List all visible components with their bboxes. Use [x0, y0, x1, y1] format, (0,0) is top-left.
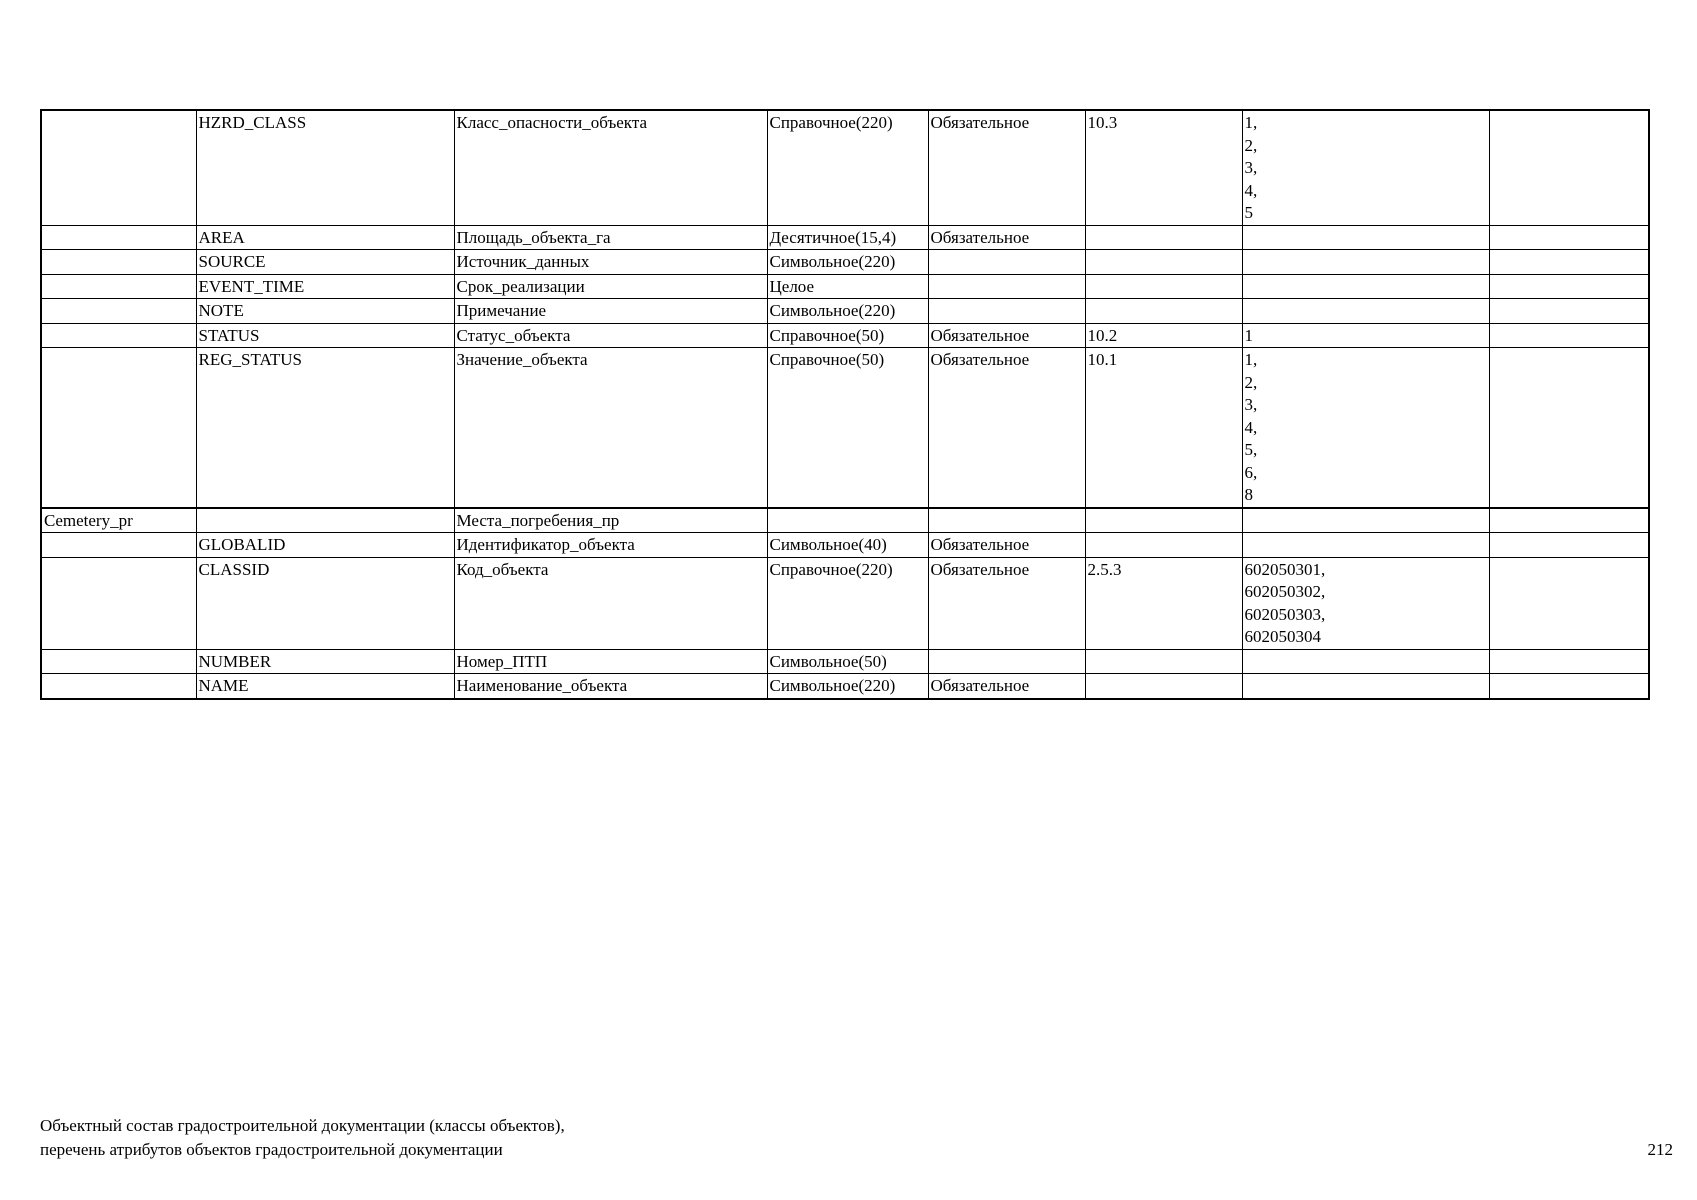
reference-cell — [1085, 508, 1242, 533]
class-name-cell — [41, 110, 196, 225]
alias-cell: Идентификатор_объекта — [454, 533, 767, 558]
allowed-values-cell — [1242, 533, 1489, 558]
class-name-cell — [41, 274, 196, 299]
alias-cell: Источник_данных — [454, 250, 767, 275]
allowed-values-cell — [1242, 674, 1489, 699]
extra-cell — [1489, 250, 1649, 275]
class-name-cell — [41, 533, 196, 558]
allowed-value: 1 — [1244, 325, 1253, 345]
reference-cell — [1085, 274, 1242, 299]
reference-cell: 10.2 — [1085, 323, 1242, 348]
required-cell — [928, 299, 1085, 324]
extra-cell — [1489, 557, 1649, 649]
allowed-value: 602050302, — [1244, 582, 1326, 601]
allowed-value: 3, — [1244, 395, 1258, 414]
data-type-cell: Справочное(220) — [767, 110, 928, 225]
extra-cell — [1489, 274, 1649, 299]
attributes-table — [40, 109, 1650, 700]
class-name-cell — [41, 250, 196, 275]
required-cell: Обязательное — [928, 110, 1085, 225]
field-name-cell: STATUS — [196, 323, 454, 348]
allowed-values-cell — [1242, 323, 1489, 348]
allowed-values-cell — [1242, 508, 1489, 533]
extra-cell — [1489, 508, 1649, 533]
table-row — [41, 533, 1649, 558]
allowed-values-cell — [1242, 110, 1489, 225]
allowed-value: 602050303, — [1244, 604, 1326, 624]
field-name-cell: HZRD_CLASS — [196, 110, 454, 225]
data-type-cell: Целое — [767, 274, 928, 299]
extra-cell — [1489, 323, 1649, 348]
reference-cell: 10.3 — [1085, 110, 1242, 225]
footer-line-2: перечень атрибутов объектов градостроительной документации — [40, 1140, 503, 1159]
allowed-values-cell — [1242, 348, 1489, 508]
field-name-cell: SOURCE — [196, 250, 454, 275]
field-name-cell: CLASSID — [196, 557, 454, 649]
alias-cell: Номер_ПТП — [454, 649, 767, 674]
alias-cell: Статус_объекта — [454, 323, 767, 348]
allowed-values-cell — [1242, 557, 1489, 649]
page-number: 212 — [1647, 1140, 1673, 1159]
required-cell: Обязательное — [928, 323, 1085, 348]
data-type-cell: Десятичное(15,4) — [767, 225, 928, 250]
required-cell: Обязательное — [928, 557, 1085, 649]
table-row — [41, 250, 1649, 275]
allowed-value: 8 — [1244, 485, 1253, 504]
extra-cell — [1489, 225, 1649, 250]
data-type-cell: Справочное(50) — [767, 348, 928, 508]
reference-cell — [1085, 533, 1242, 558]
extra-cell — [1489, 649, 1649, 674]
data-type-cell: Символьное(220) — [767, 674, 928, 699]
class-name-cell — [41, 674, 196, 699]
table-row — [41, 674, 1649, 699]
alias-cell: Значение_объекта — [454, 348, 767, 508]
alias-cell: Площадь_объекта_га — [454, 225, 767, 250]
allowed-values-cell — [1242, 250, 1489, 275]
class-name-cell — [41, 557, 196, 649]
table-body — [41, 110, 1649, 699]
allowed-value: 2, — [1244, 372, 1258, 392]
required-cell: Обязательное — [928, 674, 1085, 699]
alias-cell: Примечание — [454, 299, 767, 324]
reference-cell — [1085, 299, 1242, 324]
allowed-values-cell — [1242, 649, 1489, 674]
data-type-cell: Символьное(40) — [767, 533, 928, 558]
table-row — [41, 225, 1649, 250]
field-name-cell: REG_STATUS — [196, 348, 454, 508]
field-name-cell: EVENT_TIME — [196, 274, 454, 299]
class-name-cell — [41, 348, 196, 508]
extra-cell — [1489, 674, 1649, 699]
data-type-cell: Символьное(220) — [767, 299, 928, 324]
field-name-cell — [196, 508, 454, 533]
class-name-cell — [41, 299, 196, 324]
field-name-cell: NAME — [196, 674, 454, 699]
required-cell: Обязательное — [928, 348, 1085, 508]
data-type-cell: Символьное(50) — [767, 649, 928, 674]
document-footer — [40, 1114, 565, 1162]
table-row — [41, 508, 1649, 533]
alias-cell: Наименование_объекта — [454, 674, 767, 699]
allowed-value: 5, — [1244, 440, 1258, 459]
allowed-value: 602050304 — [1244, 627, 1321, 646]
reference-cell — [1085, 250, 1242, 275]
reference-cell — [1085, 225, 1242, 250]
field-name-cell: NUMBER — [196, 649, 454, 674]
reference-cell — [1085, 649, 1242, 674]
reference-cell — [1085, 674, 1242, 699]
allowed-value: 4, — [1244, 180, 1258, 200]
alias-cell: Класс_опасности_объекта — [454, 110, 767, 225]
data-type-cell: Справочное(50) — [767, 323, 928, 348]
data-type-cell — [767, 508, 928, 533]
class-name-cell: Cemetery_pr — [41, 508, 196, 533]
allowed-value: 4, — [1244, 417, 1258, 437]
field-name-cell: AREA — [196, 225, 454, 250]
class-name-cell — [41, 225, 196, 250]
alias-cell: Места_погребения_пр — [454, 508, 767, 533]
class-name-cell — [41, 323, 196, 348]
table-row — [41, 110, 1649, 225]
required-cell: Обязательное — [928, 225, 1085, 250]
allowed-values-cell — [1242, 225, 1489, 250]
required-cell — [928, 508, 1085, 533]
allowed-value: 5 — [1244, 203, 1253, 222]
reference-cell: 2.5.3 — [1085, 557, 1242, 649]
table-row — [41, 348, 1649, 508]
extra-cell — [1489, 533, 1649, 558]
data-type-cell: Справочное(220) — [767, 557, 928, 649]
class-name-cell — [41, 649, 196, 674]
required-cell — [928, 274, 1085, 299]
required-cell: Обязательное — [928, 533, 1085, 558]
allowed-value: 602050301, — [1244, 559, 1326, 579]
table-row — [41, 274, 1649, 299]
footer-line-1: Объектный состав градостроительной документации (классы объектов), — [40, 1116, 565, 1135]
table-row — [41, 649, 1649, 674]
extra-cell — [1489, 348, 1649, 508]
allowed-value: 2, — [1244, 135, 1258, 155]
table-row — [41, 299, 1649, 324]
alias-cell: Код_объекта — [454, 557, 767, 649]
data-type-cell: Символьное(220) — [767, 250, 928, 275]
allowed-value: 1, — [1244, 350, 1258, 369]
allowed-value: 1, — [1244, 113, 1258, 132]
alias-cell: Срок_реализации — [454, 274, 767, 299]
allowed-value: 3, — [1244, 158, 1258, 177]
field-name-cell: GLOBALID — [196, 533, 454, 558]
field-name-cell: NOTE — [196, 299, 454, 324]
table-row — [41, 557, 1649, 649]
allowed-values-cell — [1242, 299, 1489, 324]
extra-cell — [1489, 299, 1649, 324]
allowed-value: 6, — [1244, 462, 1258, 482]
reference-cell: 10.1 — [1085, 348, 1242, 508]
table-row — [41, 323, 1649, 348]
required-cell — [928, 649, 1085, 674]
extra-cell — [1489, 110, 1649, 225]
allowed-values-cell — [1242, 274, 1489, 299]
required-cell — [928, 250, 1085, 275]
